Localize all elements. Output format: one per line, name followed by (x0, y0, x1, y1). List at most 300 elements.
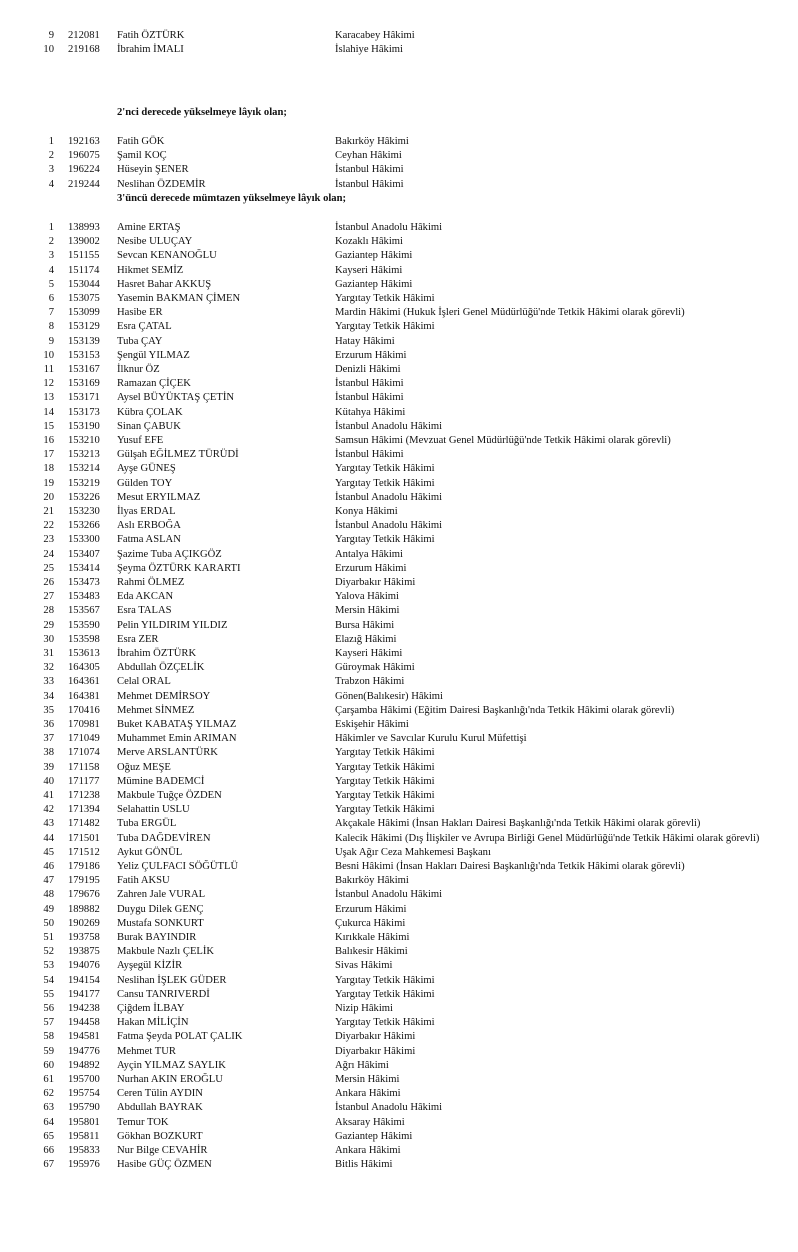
duty-place: Gönen(Balıkesir) Hâkimi (335, 690, 443, 702)
registry-number: 153414 (68, 562, 100, 574)
person-name: Mehmet TUR (117, 1045, 176, 1057)
registry-number: 195976 (68, 1159, 100, 1171)
row-number: 26 (43, 577, 54, 588)
table-row (0, 1045, 798, 1059)
table-row (0, 1144, 798, 1158)
registry-number: 153300 (68, 534, 100, 546)
duty-place: Yargıtay Tetkik Hâkimi (335, 790, 435, 801)
person-name: Tuba DAĞDEVİREN (117, 832, 211, 844)
registry-number: 171049 (68, 733, 100, 745)
person-name: Nur Bilge CEVAHİR (117, 1145, 208, 1156)
registry-number: 153075 (68, 293, 100, 304)
table-row (0, 988, 798, 1002)
duty-place: Diyarbakır Hâkimi (335, 1045, 416, 1057)
person-name: Nesibe ULUÇAY (117, 236, 193, 248)
registry-number: 153099 (68, 307, 100, 319)
row-number: 12 (43, 378, 54, 390)
row-number: 31 (43, 648, 54, 659)
registry-number: 153044 (68, 278, 100, 290)
table-row (0, 264, 798, 278)
table-row (0, 1101, 798, 1115)
row-number: 32 (43, 662, 54, 674)
person-name: Şazime Tuba AÇIKGÖZ (117, 548, 222, 560)
table-row (0, 874, 798, 888)
person-name: Esra TALAS (117, 605, 172, 617)
person-name: Hüseyin ŞENER (117, 164, 189, 176)
row-number: 6 (48, 293, 54, 304)
row-number: 37 (43, 733, 54, 745)
person-name: Tuba ERGÜL (117, 818, 177, 830)
registry-number: 196224 (68, 164, 100, 176)
person-name: Aykut GÖNÜL (117, 846, 183, 858)
person-name: İbrahim ÖZTÜRK (117, 648, 197, 659)
table-row (0, 377, 798, 391)
person-name: Aysel BÜYÜKTAŞ ÇETİN (117, 392, 235, 404)
table-row (0, 335, 798, 349)
registry-number: 153567 (68, 605, 100, 617)
table-row (0, 221, 798, 235)
row-number: 33 (43, 676, 54, 688)
duty-place: Yargıtay Tetkik Hâkimi (335, 534, 435, 546)
registry-number: 190269 (68, 917, 100, 929)
duty-place: Yargıtay Tetkik Hâkimi (335, 477, 435, 489)
person-name: Mustafa SONKURT (117, 917, 204, 929)
person-name: Amine ERTAŞ (117, 222, 181, 233)
registry-number: 171074 (68, 747, 100, 759)
table-row (0, 931, 798, 945)
row-number: 38 (43, 747, 54, 759)
registry-number: 195811 (68, 1130, 100, 1142)
duty-place: Yargıtay Tetkik Hâkimi (335, 988, 435, 1000)
row-number: 64 (43, 1116, 54, 1128)
table-row (0, 235, 798, 249)
registry-number: 164381 (68, 690, 100, 702)
row-number: 43 (43, 818, 54, 830)
table-row (0, 135, 798, 149)
person-name: Mesut ERYILMAZ (117, 491, 201, 503)
registry-number: 196075 (68, 150, 100, 162)
person-name: Fatih ÖZTÜRK (117, 30, 185, 41)
table-row (0, 505, 798, 519)
row-number: 42 (43, 804, 54, 816)
table-row (0, 604, 798, 618)
section-heading: 2'nci derecede yükselmeye lâyık olan; (117, 107, 287, 118)
duty-place: Gaziantep Hâkimi (335, 278, 413, 290)
registry-number: 153230 (68, 506, 100, 517)
row-number: 35 (43, 704, 54, 716)
duty-place: Hatay Hâkimi (335, 335, 395, 347)
person-name: Hikmet SEMİZ (117, 264, 184, 276)
section-heading: 3'üncü derecede mümtazen yükselmeye lâyık olan; (117, 193, 347, 204)
table-row (0, 448, 798, 462)
table-row (0, 363, 798, 377)
duty-place: Konya Hâkimi (335, 506, 398, 517)
duty-place: Diyarbakır Hâkimi (335, 577, 416, 588)
registry-number: 171512 (68, 846, 100, 858)
table-row (0, 1016, 798, 1030)
duty-place: Yargıtay Tetkik Hâkimi (335, 1017, 435, 1029)
registry-number: 153473 (68, 577, 100, 588)
duty-place: Yargıtay Tetkik Hâkimi (335, 775, 435, 787)
row-number: 52 (43, 946, 54, 958)
table-row (0, 732, 798, 746)
registry-number: 153173 (68, 406, 100, 418)
row-number: 47 (43, 875, 54, 887)
row-number: 15 (43, 420, 54, 432)
table-row (0, 420, 798, 434)
registry-number: 195833 (68, 1145, 100, 1156)
registry-number: 153590 (68, 619, 100, 631)
duty-place: Gaziantep Hâkimi (335, 1130, 413, 1142)
table-row (0, 349, 798, 363)
person-name: Mehmet DEMİRSOY (117, 690, 211, 702)
registry-number: 153167 (68, 364, 100, 375)
duty-place: Kayseri Hâkimi (335, 648, 403, 659)
table-row (0, 789, 798, 803)
table-row (0, 775, 798, 789)
duty-place: Denizli Hâkimi (335, 364, 401, 375)
duty-place: Mersin Hâkimi (335, 605, 400, 617)
row-number: 8 (48, 321, 54, 333)
row-number: 9 (48, 335, 54, 347)
registry-number: 153153 (68, 349, 100, 361)
table-row (0, 675, 798, 689)
row-number: 62 (43, 1088, 54, 1100)
registry-number: 153213 (68, 449, 100, 461)
table-row (0, 477, 798, 491)
registry-number: 179195 (68, 875, 100, 887)
table-row (0, 1059, 798, 1073)
duty-place: Nizip Hâkimi (335, 1003, 393, 1014)
person-name: Kübra ÇOLAK (117, 406, 183, 418)
registry-number: 194154 (68, 974, 100, 986)
table-row (0, 803, 798, 817)
person-name: İlyas ERDAL (117, 506, 176, 517)
duty-place: Yargıtay Tetkik Hâkimi (335, 974, 435, 986)
duty-place: Hâkimler ve Savcılar Kurulu Kurul Müfettişi (335, 733, 527, 745)
duty-place: İstanbul Hâkimi (335, 178, 404, 190)
duty-place: Erzurum Hâkimi (335, 349, 407, 361)
person-name: Tuba ÇAY (117, 335, 163, 347)
duty-place: Akçakale Hâkimi (İnsan Hakları Dairesi Başkanlığı'nda Tetkik Hâkimi olarak görevli) (335, 818, 701, 830)
person-name: Selahattin USLU (117, 804, 190, 816)
person-name: Celal ORAL (117, 676, 171, 688)
duty-place: Ceyhan Hâkimi (335, 150, 402, 162)
duty-place: Erzurum Hâkimi (335, 562, 407, 574)
duty-place: İstanbul Hâkimi (335, 449, 404, 461)
table-row (0, 548, 798, 562)
duty-place: Elazığ Hâkimi (335, 633, 397, 645)
duty-place: Güroymak Hâkimi (335, 662, 415, 674)
person-name: Yeliz ÇULFACI SÖĞÜTLÜ (117, 861, 239, 872)
registry-number: 193875 (68, 946, 100, 958)
person-name: Hasibe GÜÇ ÖZMEN (117, 1159, 212, 1171)
duty-place: Bursa Hâkimi (335, 619, 395, 631)
person-name: Buket KABATAŞ YILMAZ (117, 719, 237, 730)
table-row (0, 1087, 798, 1101)
person-name: Neslihan ÖZDEMİR (117, 178, 206, 190)
registry-number: 194076 (68, 960, 100, 972)
person-name: Hakan MİLİÇİN (117, 1017, 189, 1029)
row-number: 58 (43, 1031, 54, 1043)
table-row (0, 292, 798, 306)
table-row (0, 1130, 798, 1144)
person-name: Makbule Tuğçe ÖZDEN (117, 790, 222, 801)
table-row (0, 761, 798, 775)
person-name: Aslı ERBOĞA (117, 520, 181, 532)
row-number: 55 (43, 988, 54, 1000)
table-row (0, 249, 798, 263)
person-name: Oğuz MEŞE (117, 761, 171, 773)
table-row (0, 434, 798, 448)
duty-place: Ağrı Hâkimi (335, 1059, 389, 1071)
registry-number: 153613 (68, 648, 100, 659)
person-name: Hasret Bahar AKKUŞ (117, 278, 212, 290)
row-number: 11 (43, 364, 54, 375)
duty-place: Çukurca Hâkimi (335, 917, 406, 929)
table-row (0, 178, 798, 192)
row-number: 3 (48, 164, 54, 176)
person-name: Esra ÇATAL (117, 321, 172, 333)
table-row (0, 1116, 798, 1130)
person-name: Çiğdem İLBAY (117, 1003, 185, 1014)
row-number: 9 (48, 30, 54, 41)
person-name: Muhammet Emin ARIMAN (117, 733, 237, 745)
duty-place: Kalecik Hâkimi (Dış İlişkiler ve Avrupa Birliği Genel Müdürlüğü'nde Tetkik Hâkimi olarak görevli) (335, 832, 760, 844)
table-row (0, 306, 798, 320)
registry-number: 171177 (68, 775, 100, 787)
duty-place: Kozaklı Hâkimi (335, 236, 403, 248)
row-number: 5 (48, 278, 54, 290)
row-number: 2 (48, 236, 54, 248)
table-row (0, 945, 798, 959)
person-name: Merve ARSLANTÜRK (117, 747, 218, 759)
registry-number: 153483 (68, 591, 100, 603)
person-name: Makbule Nazlı ÇELİK (117, 946, 215, 958)
registry-number: 179676 (68, 889, 100, 901)
table-row (0, 1030, 798, 1044)
duty-place: Yargıtay Tetkik Hâkimi (335, 804, 435, 816)
row-number: 22 (43, 520, 54, 532)
duty-place: Ankara Hâkimi (335, 1145, 401, 1156)
table-row (0, 917, 798, 931)
registry-number: 194776 (68, 1045, 100, 1057)
registry-number: 195754 (68, 1088, 100, 1100)
table-row (0, 903, 798, 917)
person-name: Abdullah ÖZÇELİK (117, 662, 205, 674)
registry-number: 195790 (68, 1102, 100, 1114)
row-number: 23 (43, 534, 54, 546)
registry-number: 153266 (68, 520, 100, 532)
row-number: 67 (43, 1159, 54, 1171)
registry-number: 194238 (68, 1003, 100, 1014)
registry-number: 179186 (68, 861, 100, 872)
registry-number: 189882 (68, 903, 100, 915)
table-row (0, 590, 798, 604)
registry-number: 219244 (68, 178, 100, 190)
person-name: Fatma ASLAN (117, 534, 181, 546)
duty-place: Kütahya Hâkimi (335, 406, 406, 418)
row-number: 10 (43, 44, 54, 56)
row-number: 44 (43, 832, 54, 844)
duty-place: İstanbul Hâkimi (335, 378, 404, 390)
row-number: 51 (43, 932, 54, 943)
table-row (0, 163, 798, 177)
duty-place: Diyarbakır Hâkimi (335, 1031, 416, 1043)
registry-number: 153171 (68, 392, 100, 404)
row-number: 7 (48, 307, 54, 319)
row-number: 14 (43, 406, 54, 418)
duty-place: Yargıtay Tetkik Hâkimi (335, 293, 435, 304)
table-row (0, 519, 798, 533)
duty-place: Mardin Hâkimi (Hukuk İşleri Genel Müdürlüğü'nde Tetkik Hâkimi olarak görevli) (335, 307, 685, 319)
person-name: Hasibe ER (117, 307, 163, 319)
row-number: 53 (43, 960, 54, 972)
duty-place: Eskişehir Hâkimi (335, 719, 409, 730)
duty-place: İstanbul Anadolu Hâkimi (335, 1102, 443, 1114)
duty-place: İstanbul Anadolu Hâkimi (335, 420, 443, 432)
person-name: Sinan ÇABUK (117, 420, 181, 432)
row-number: 57 (43, 1017, 54, 1029)
table-row (0, 746, 798, 760)
duty-place: İstanbul Anadolu Hâkimi (335, 491, 443, 503)
person-name: Zahren Jale VURAL (117, 889, 206, 901)
registry-number: 139002 (68, 236, 100, 248)
person-name: Duygu Dilek GENÇ (117, 903, 204, 915)
duty-place: Bakırköy Hâkimi (335, 136, 409, 147)
table-row (0, 562, 798, 576)
row-number: 25 (43, 562, 54, 574)
duty-place: Yargıtay Tetkik Hâkimi (335, 761, 435, 773)
person-name: Yusuf EFE (117, 435, 164, 446)
table-row (0, 888, 798, 902)
duty-place: Samsun Hâkimi (Mevzuat Genel Müdürlüğü'nde Tetkik Hâkimi olarak görevli) (335, 435, 671, 446)
duty-place: Aksaray Hâkimi (335, 1116, 405, 1128)
row-number: 34 (43, 690, 54, 702)
person-name: Nurhan AKIN EROĞLU (117, 1074, 223, 1085)
duty-place: Ankara Hâkimi (335, 1088, 401, 1100)
registry-number: 194892 (68, 1059, 100, 1071)
table-row (0, 576, 798, 590)
registry-number: 153139 (68, 335, 100, 347)
duty-place: Trabzon Hâkimi (335, 676, 405, 688)
duty-place: Yargıtay Tetkik Hâkimi (335, 463, 435, 475)
person-name: Şamil KOÇ (117, 150, 167, 162)
registry-number: 153219 (68, 477, 100, 489)
duty-place: Uşak Ağır Ceza Mahkemesi Başkanı (335, 846, 491, 858)
registry-number: 164305 (68, 662, 100, 674)
registry-number: 153226 (68, 491, 100, 503)
row-number: 45 (43, 846, 54, 858)
person-name: Ayşe GÜNEŞ (117, 463, 176, 475)
row-number: 60 (43, 1059, 54, 1071)
registry-number: 153407 (68, 548, 100, 560)
person-name: Burak BAYINDIR (117, 932, 197, 943)
duty-place: İstanbul Anadolu Hâkimi (335, 222, 443, 233)
duty-place: Yargıtay Tetkik Hâkimi (335, 321, 435, 333)
row-number: 1 (48, 222, 54, 233)
registry-number: 194177 (68, 988, 100, 1000)
person-name: Mehmet SİNMEZ (117, 704, 195, 716)
duty-place: İstanbul Hâkimi (335, 164, 404, 176)
table-row (0, 462, 798, 476)
table-row (0, 29, 798, 43)
row-number: 24 (43, 548, 54, 560)
person-name: Gökhan BOZKURT (117, 1130, 203, 1142)
table-row (0, 718, 798, 732)
duty-place: Yalova Hâkimi (335, 591, 399, 603)
person-name: Gülşah EĞİLMEZ TÜRÜDİ (117, 449, 239, 461)
table-row (0, 619, 798, 633)
row-number: 36 (43, 719, 54, 730)
table-row (0, 149, 798, 163)
table-row (0, 974, 798, 988)
person-name: Ceren Tülin AYDIN (117, 1088, 203, 1100)
table-row (0, 832, 798, 846)
row-number: 40 (43, 775, 54, 787)
registry-number: 153210 (68, 435, 100, 446)
duty-place: Bitlis Hâkimi (335, 1159, 393, 1171)
row-number: 65 (43, 1130, 54, 1142)
duty-place: İstanbul Hâkimi (335, 392, 404, 404)
row-number: 49 (43, 903, 54, 915)
duty-place: İstanbul Anadolu Hâkimi (335, 889, 443, 901)
row-number: 4 (48, 178, 54, 190)
registry-number: 212081 (68, 30, 100, 41)
row-number: 16 (43, 435, 54, 446)
registry-number: 194458 (68, 1017, 100, 1029)
person-name: Esra ZER (117, 633, 159, 645)
row-number: 39 (43, 761, 54, 773)
registry-number: 219168 (68, 44, 100, 56)
registry-number: 171238 (68, 790, 100, 801)
registry-number: 195801 (68, 1116, 100, 1128)
person-name: Temur TOK (117, 1116, 169, 1128)
person-name: Şengül YILMAZ (117, 349, 190, 361)
registry-number: 171158 (68, 761, 100, 773)
row-number: 1 (48, 136, 54, 147)
table-row (0, 633, 798, 647)
table-row (0, 1158, 798, 1172)
row-number: 54 (43, 974, 54, 986)
registry-number: 170981 (68, 719, 100, 730)
row-number: 19 (43, 477, 54, 489)
row-number: 4 (48, 264, 54, 276)
duty-place: Mersin Hâkimi (335, 1074, 400, 1085)
row-number: 46 (43, 861, 54, 872)
duty-place: Gaziantep Hâkimi (335, 250, 413, 262)
table-row (0, 846, 798, 860)
duty-place: İstanbul Anadolu Hâkimi (335, 520, 443, 532)
table-row (0, 320, 798, 334)
registry-number: 164361 (68, 676, 100, 688)
registry-number: 153169 (68, 378, 100, 390)
person-name: Abdullah BAYRAK (117, 1102, 203, 1114)
registry-number: 171482 (68, 818, 100, 830)
table-row (0, 278, 798, 292)
person-name: Ayçin YILMAZ SAYLIK (117, 1059, 226, 1071)
registry-number: 153190 (68, 420, 100, 432)
registry-number: 138993 (68, 222, 100, 233)
row-number: 66 (43, 1145, 54, 1156)
duty-place: Kayseri Hâkimi (335, 264, 403, 276)
duty-place: Yargıtay Tetkik Hâkimi (335, 747, 435, 759)
duty-place: Bakırköy Hâkimi (335, 875, 409, 887)
row-number: 28 (43, 605, 54, 617)
row-number: 59 (43, 1045, 54, 1057)
registry-number: 153598 (68, 633, 100, 645)
row-number: 2 (48, 150, 54, 162)
